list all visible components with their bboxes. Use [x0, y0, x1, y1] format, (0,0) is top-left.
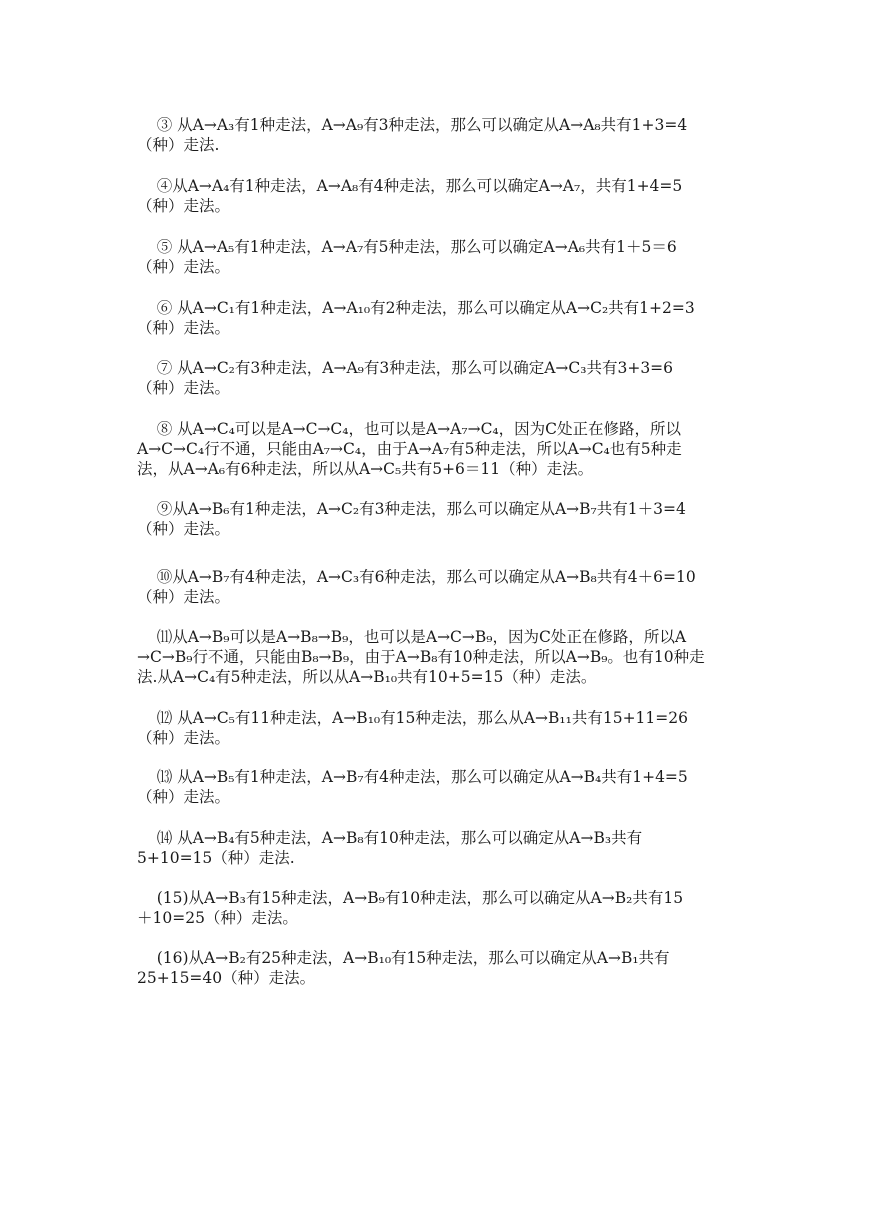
step-8-paragraph: ⑧ 从A→C₄可以是A→C→C₄，也可以是A→A₇→C₄，因为C处正在修路，所以 A→C→C₄行不通，只能由A₇→C₄，由于A→A₇有5种走法，所以A→C₄也有5种走 法，从A→A₆有6种走法，所以从A→C₅共有5+6＝11（种）走法。: [137, 420, 682, 478]
step-12-paragraph: ⑿ 从A→C₅有11种走法，A→B₁₀有15种走法，那么从A→B₁₁共有15+11=26 （种）走法。: [137, 709, 688, 747]
step-3-paragraph: ③ 从A→A₃有1种走法，A→A₉有3种走法，那么可以确定从A→A₈共有1+3=4 （种）走法.: [137, 116, 688, 154]
step-10-paragraph: ⑩从A→B₇有4种走法，A→C₃有6种走法，那么可以确定从A→B₈共有4＋6=10 （种）走法。: [137, 568, 696, 606]
step-9-paragraph: ⑨从A→B₆有1种走法，A→C₂有3种走法，那么可以确定从A→B₇共有1＋3=4 （种）走法。: [137, 500, 686, 538]
step-15-paragraph: (15)从A→B₃有15种走法，A→B₉有10种走法，那么可以确定从A→B₂共有15 ＋10=25（种）走法。: [137, 889, 684, 927]
step-4-paragraph: ④从A→A₄有1种走法，A→A₈有4种走法，那么可以确定A→A₇，共有1+4=5 （种）走法。: [137, 177, 683, 215]
step-13-paragraph: ⒀ 从A→B₅有1种走法，A→B₇有4种走法，那么可以确定从A→B₄共有1+4=5 （种）走法。: [137, 768, 688, 806]
step-16-paragraph: (16)从A→B₂有25种走法，A→B₁₀有15种走法，那么可以确定从A→B₁共有 25+15=40（种）走法。: [137, 949, 670, 987]
step-6-paragraph: ⑥ 从A→C₁有1种走法，A→A₁₀有2种走法，那么可以确定从A→C₂共有1+2=3 （种）走法。: [137, 299, 695, 337]
step-7-paragraph: ⑦ 从A→C₂有3种走法，A→A₉有3种走法，那么可以确定A→C₃共有3+3=6 （种）走法。: [137, 359, 674, 397]
step-11-paragraph: ⑾从A→B₉可以是A→B₈→B₉，也可以是A→C→B₉，因为C处正在修路，所以A →C→B₉行不通，只能由B₈→B₉，由于A→B₈有10种走法，所以A→B₉。也有10种走 法.从A→C₄有5种走法，所以从A→B₁₀共有10+5=15（种）走法。: [137, 628, 705, 686]
step-5-paragraph: ⑤ 从A→A₅有1种走法，A→A₇有5种走法，那么可以确定A→A₆共有1＋5＝6 （种）走法。: [137, 238, 677, 276]
step-14-paragraph: ⒁ 从A→B₄有5种走法，A→B₈有10种走法，那么可以确定从A→B₃共有 5+10=15（种）走法.: [137, 829, 643, 867]
